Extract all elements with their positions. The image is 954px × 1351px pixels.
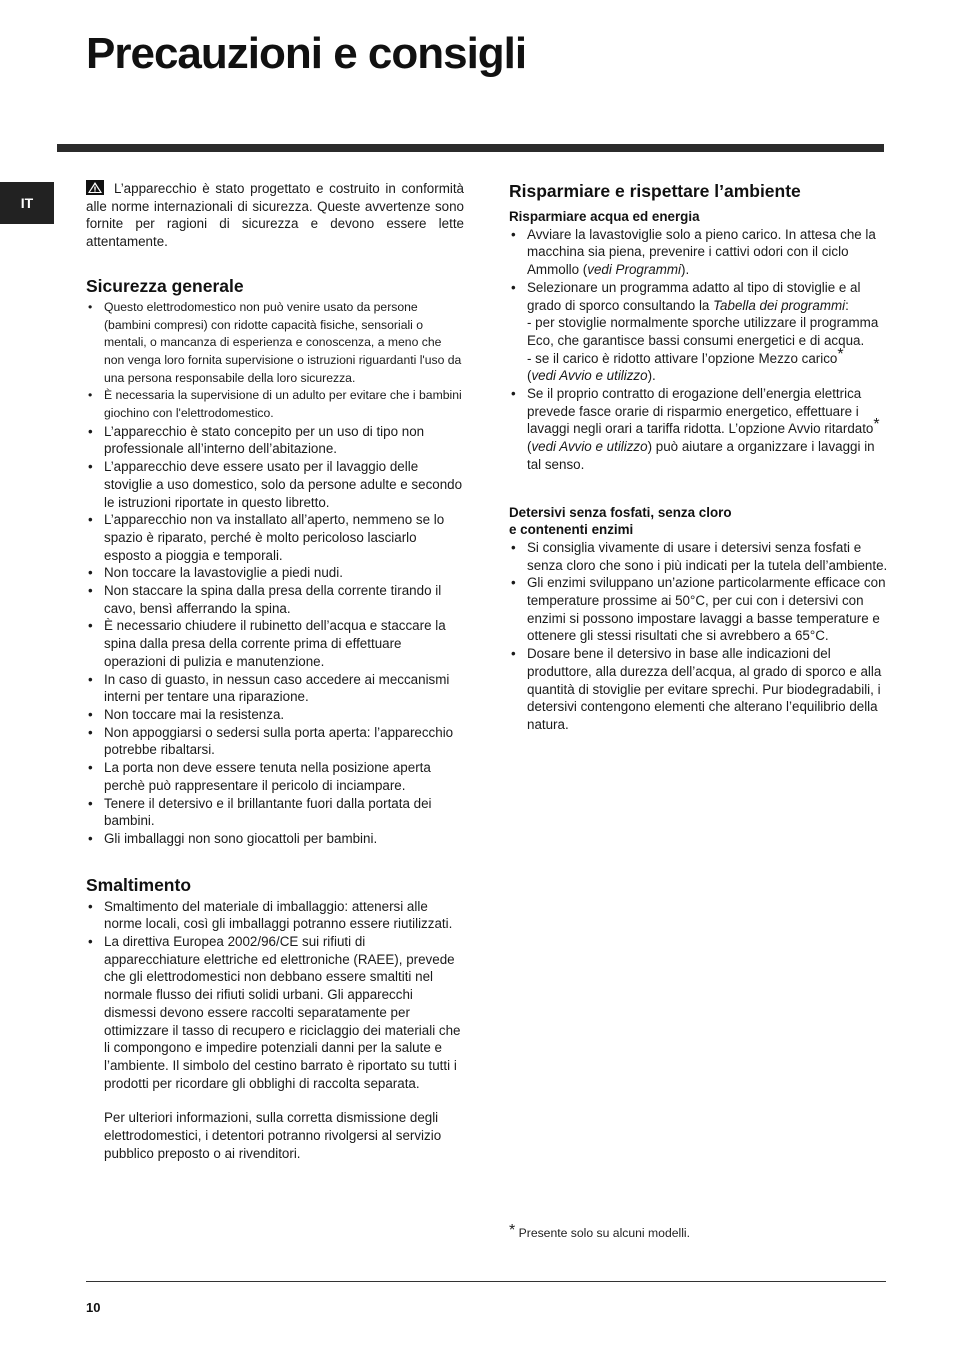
text-run-italic: vedi Avvio e utilizzo — [531, 439, 648, 455]
list-item: • Non toccare la lavastoviglie a piedi nudi. — [86, 564, 464, 582]
asterisk: * — [509, 1222, 516, 1239]
text-run-italic: vedi Avvio e utilizzo — [531, 368, 648, 384]
text-run-italic: vedi Programmi — [587, 262, 682, 278]
risparmio-list — [509, 226, 889, 474]
right-column — [509, 180, 889, 734]
asterisk: * — [837, 345, 844, 363]
asterisk: * — [873, 416, 880, 434]
list-item: • Smaltimento del materiale di imballaggio: attenersi alle norme locali, così gli imballaggi potranno essere riutilizzati. — [86, 898, 464, 933]
subsection-title-detersivi — [509, 504, 889, 539]
header-rule — [57, 144, 884, 152]
smaltimento-extra: Per ulteriori informazioni, sulla corretta dismissione degli elettrodomestici, i detentori potranno rivolgersi al servizio pubblico preposto o ai rivenditori. — [104, 1110, 442, 1161]
sicurezza-list — [86, 299, 464, 848]
section-title-sicurezza: Sicurezza generale — [86, 275, 244, 296]
list-item: • In caso di guasto, in nessun caso accedere ai meccanismi interni per tentare una riparazione. — [86, 671, 464, 706]
list-item: • Non staccare la spina dalla presa della corrente tirando il cavo, bensì afferrando la spina. — [86, 582, 464, 617]
list-item: • È necessaria la supervisione di un adulto per evitare che i bambini giochino con l'elettrodomestico. — [86, 387, 464, 422]
text-run-italic: Tabella dei programmi — [713, 297, 846, 313]
text-run: Avviare la lavastoviglie solo a pieno carico. In attesa che la macchina sia piena, prevenire i cattivi odori con il ciclo Ammollo ( — [527, 226, 876, 278]
left-column — [86, 180, 464, 1162]
intro-paragraph — [86, 180, 464, 251]
page-number: 10 — [86, 1300, 101, 1315]
warning-triangle-icon — [86, 180, 104, 195]
footnote-text: Presente solo su alcuni modelli. — [518, 1226, 691, 1240]
detersivi-list — [509, 539, 889, 734]
footer-rule — [86, 1281, 886, 1282]
intro-text: L’apparecchio è stato progettato e costruito in conformità alle norme internazionali di sicurezza. Queste avvertenze sono fornite per ragioni di sicurezza e devono essere lette attentamente. — [86, 181, 464, 250]
list-item: • La porta non deve essere tenuta nella posizione aperta perchè può rappresentare il pericolo di inciampare. — [86, 759, 464, 794]
section-title-smaltimento: Smaltimento — [86, 874, 192, 895]
section-title-risparmio: Risparmiare e rispettare l’ambiente — [509, 181, 801, 201]
list-item: • La direttiva Europea 2002/96/CE sui rifiuti di apparecchiature elettriche ed elettroniche (RAEE), prevede che gli elettrodomestici non debbano essere smaltiti nel normale flusso dei rifiuti solidi urbani. Gli apparecchi dismessi devono essere raccolti separatamente per ottimizzare il tasso di recupero e riciclaggio dei materiali che li compongono e impedire potenziali danni per la salute e l’ambiente. Il simbolo del cestino barrato è riportato su tutti i prodotti per ricordare gli obblighi di raccolta separata. — [86, 933, 464, 1092]
list-item: • L’apparecchio non va installato all’aperto, nemmeno se lo spazio è riparato, perché è molto pericoloso lasciarlo esposto a pioggia e temporali. — [86, 511, 464, 564]
footnote — [509, 1222, 691, 1240]
subsection-title-energia: Risparmiare acqua ed energia — [509, 209, 700, 224]
text-run: ) può aiutare a organizzare i lavaggi in tal senso. — [527, 439, 875, 472]
list-item: • Dosare bene il detersivo in base alle indicazioni del produttore, alla durezza dell’acqua, al grado di sporco e alla quantità di stoviglie per evitare sprechi. Pur biodegradabili, i detersivi contengono elementi che alterano l’equilibrio della natura. — [509, 645, 889, 734]
language-tab: IT — [0, 182, 54, 224]
sub-line: - se il carico è ridotto attivare l’opzione Mezzo carico* (vedi Avvio e utilizzo). — [527, 345, 844, 384]
text-run: Se il proprio contratto di erogazione dell’energia elettrica prevede fasce orarie di risparmio energetico, effettuare i lavaggi negli orari a tariffa ridotta. L’opzione Avvio ritardato — [527, 386, 874, 437]
list-item: • Non appoggiarsi o sedersi sulla porta aperta: l’apparecchio potrebbe ribaltarsi. — [86, 724, 464, 759]
list-item: • Tenere il detersivo e il brillantante fuori dalla portata dei bambini. — [86, 795, 464, 830]
list-item: • Se il proprio contratto di erogazione dell’energia elettrica prevede fasce orarie di risparmio energetico, effettuare i lavaggi negli orari a tariffa ridotta. L’opzione Avvio ritardato* (vedi Avvio e utilizzo) può aiutare a organizzare i lavaggi in tal senso. — [509, 385, 889, 474]
smaltimento-list — [86, 898, 464, 1093]
list-item: • È necessario chiudere il rubinetto dell’acqua e staccare la spina dalla presa della corrente prima di effettuare operazioni di pulizia e manutenzione. — [86, 617, 464, 670]
list-item: • Gli imballaggi non sono giocattoli per bambini. — [86, 830, 464, 848]
subsection-line: e contenenti enzimi — [509, 522, 634, 538]
list-item — [509, 279, 889, 385]
sub-line: - per stoviglie normalmente sporche utilizzare il programma Eco, che garantisce bassi consumi energetici e di acqua. — [527, 315, 879, 348]
list-item: • L’apparecchio deve essere usato per il lavaggio delle stoviglie a uso domestico, solo da persone adulte e secondo le istruzioni riportate in questo libretto. — [86, 458, 464, 511]
text-run: Selezionare un programma adatto al tipo di stoviglie e al grado di sporco consultando la — [527, 279, 861, 313]
list-item: • Si consiglia vivamente di usare i detersivi senza fosfati e senza cloro che sono i più indicati per la tutela dell’ambiente. — [509, 539, 889, 574]
list-item: • Gli enzimi sviluppano un’azione particolarmente efficace con temperature prossime ai 50°C, per cui con i detersivi con enzimi si possono impostare lavaggi a basse temperature e ottenere gli stessi risultati che si avrebbero a 65°C. — [509, 574, 889, 645]
page-title: Precauzioni e consigli — [86, 29, 527, 78]
list-item: • Questo elettrodomestico non può venire usato da persone (bambini compresi) con ridotte capacità fisiche, sensoriali o mentali, o mancanza di esperienza e conoscenza, a meno che non venga loro fornita supervisione o istruzioni riguardanti l'uso da una persona responsabile della loro sicurezza. — [86, 299, 464, 388]
list-item — [509, 226, 889, 279]
subsection-line: Detersivi senza fosfati, senza cloro — [509, 504, 732, 520]
list-item: • L’apparecchio è stato concepito per un uso di tipo non professionale all’interno dell’abitazione. — [86, 423, 464, 458]
text-run: ). — [681, 262, 690, 278]
text-run: : — [845, 297, 849, 313]
list-item: • Non toccare mai la resistenza. — [86, 706, 464, 724]
text-run: - se il carico è ridotto attivare l’opzione Mezzo carico — [527, 350, 838, 366]
